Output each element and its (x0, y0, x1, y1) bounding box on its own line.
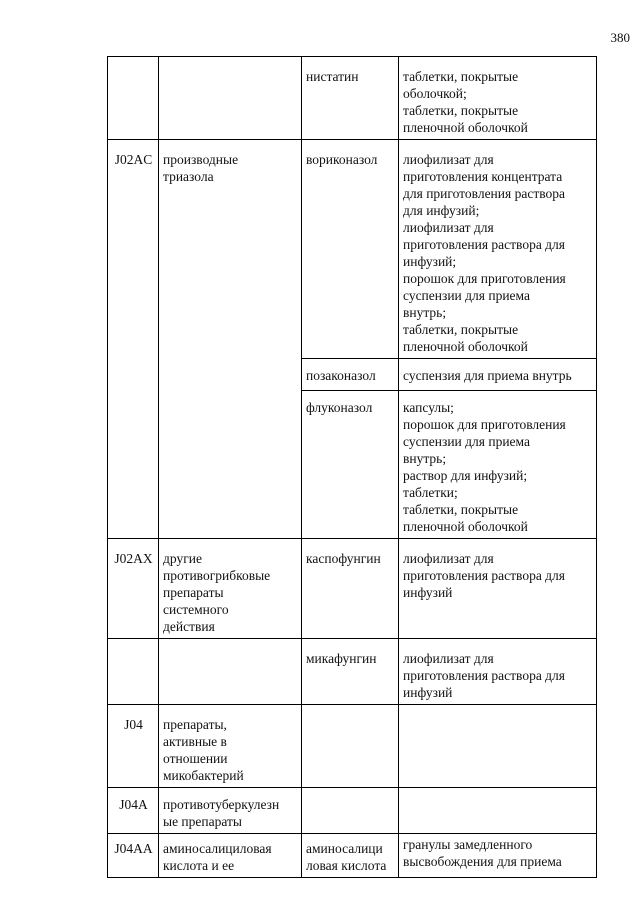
table-row (108, 539, 597, 639)
page-number: 380 (610, 30, 630, 45)
drug-name-cell (302, 788, 399, 834)
group-cell: аминосалициловая кислота и ее (159, 834, 302, 878)
drug-name-cell: микафунгин (302, 639, 399, 705)
drug-name-cell: аминосалици ловая кислота (302, 834, 399, 878)
dosage-form-cell: суспензия для приема внутрь (399, 359, 597, 391)
table-body (108, 57, 597, 878)
dosage-form-cell: лиофилизат для приготовления раствора для инфузий (399, 639, 597, 705)
dosage-form-cell: гранулы замедленного высвобождения для приема (399, 834, 597, 878)
group-cell: противотуберкулезн ые препараты (159, 788, 302, 834)
atc-code-cell: J02AX (108, 539, 159, 639)
drug-name-cell (302, 705, 399, 788)
group-cell: производные триазола (159, 140, 302, 539)
atc-code-cell: J04A (108, 788, 159, 834)
dosage-form-cell: капсулы; порошок для приготовления суспензии для приема внутрь; раствор для инфузий; таблетки; таблетки, покрытые пленочной оболочкой (399, 391, 597, 539)
group-cell: препараты, активные в отношении микобактерий (159, 705, 302, 788)
atc-code-cell (108, 57, 159, 140)
table-row (108, 140, 597, 359)
dosage-form-cell: лиофилизат для приготовления концентрата для приготовления раствора для инфузий; лиофилизат для приготовления раствора для инфузий; порошок для приготовления суспензии для приема внутрь; таблетки, покрытые пленочной оболочкой (399, 140, 597, 359)
dosage-form-cell (399, 705, 597, 788)
drug-table (107, 56, 597, 878)
group-cell: другие противогрибковые препараты системного действия (159, 539, 302, 639)
group-cell (159, 57, 302, 140)
dosage-form-cell (399, 788, 597, 834)
table-row (108, 788, 597, 834)
atc-code-cell (108, 639, 159, 705)
table-row (108, 834, 597, 878)
group-cell (159, 639, 302, 705)
dosage-form-cell: таблетки, покрытые оболочкой; таблетки, покрытые пленочной оболочкой (399, 57, 597, 140)
atc-code-cell: J04 (108, 705, 159, 788)
atc-code-cell: J04AA (108, 834, 159, 878)
drug-name-cell: флуконазол (302, 391, 399, 539)
table-row (108, 639, 597, 705)
table-row (108, 705, 597, 788)
drug-name-cell: позаконазол (302, 359, 399, 391)
dosage-form-cell: лиофилизат для приготовления раствора для инфузий (399, 539, 597, 639)
atc-code-cell: J02AC (108, 140, 159, 539)
drug-name-cell: вориконазол (302, 140, 399, 359)
drug-name-cell: каспофунгин (302, 539, 399, 639)
table-row (108, 57, 597, 140)
drug-name-cell: нистатин (302, 57, 399, 140)
